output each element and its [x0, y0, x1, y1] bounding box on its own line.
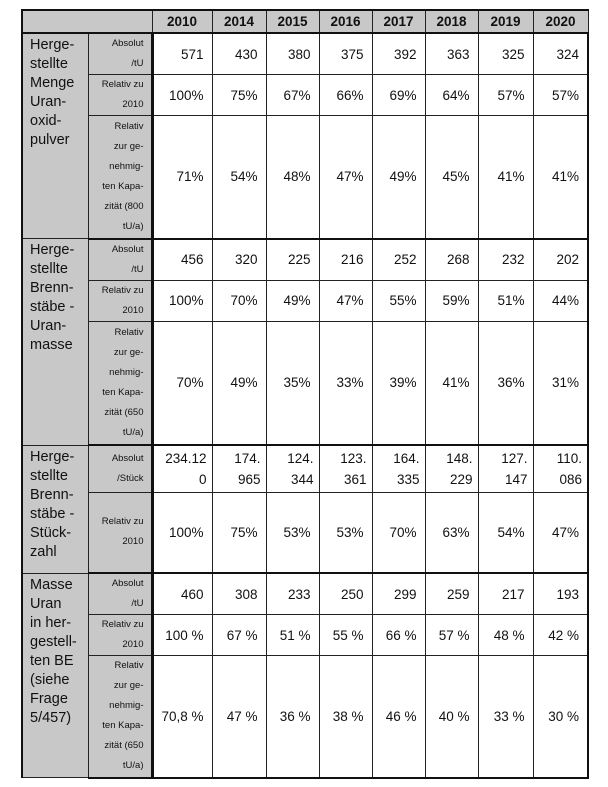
row-sublabel: Relativ zur ge- nehmig- ten Kapa- zität (650 tU/a) [88, 321, 152, 445]
value-cell: 70% [212, 280, 266, 321]
group-label: Masse Uran in her- gestell- ten BE (siehe Frage 5/457) [22, 573, 88, 778]
value-cell: 299 [372, 573, 425, 615]
row-sublabel: Relativ zur ge- nehmig- ten Kapa- zität (650 tU/a) [88, 656, 152, 778]
value-cell: 30 % [533, 656, 588, 778]
value-cell: 39% [372, 321, 425, 445]
group-label: Herge- stellte Brenn- stäbe - Stück- zahl [22, 445, 88, 573]
value-cell: 46 % [372, 656, 425, 778]
value-cell: 49% [212, 321, 266, 445]
value-cell: 460 [152, 573, 212, 615]
value-cell: 308 [212, 573, 266, 615]
row-sublabel: Relativ zu 2010 [88, 75, 152, 116]
value-cell: 48% [266, 116, 319, 239]
value-cell: 64% [425, 75, 478, 116]
table-row [22, 573, 588, 615]
table-row [22, 321, 588, 445]
value-cell: 164. 335 [372, 445, 425, 492]
value-cell: 67% [266, 75, 319, 116]
value-cell: 100 % [152, 615, 212, 656]
table-row [22, 445, 588, 492]
table-row [22, 75, 588, 116]
value-cell: 193 [533, 573, 588, 615]
value-cell: 47% [533, 492, 588, 573]
value-cell: 325 [478, 33, 533, 75]
row-sublabel: Relativ zur ge- nehmig- ten Kapa- zität (800 tU/a) [88, 116, 152, 239]
value-cell: 49% [266, 280, 319, 321]
value-cell: 363 [425, 33, 478, 75]
value-cell: 250 [319, 573, 372, 615]
value-cell: 47% [319, 116, 372, 239]
value-cell: 124. 344 [266, 445, 319, 492]
value-cell: 54% [478, 492, 533, 573]
table-row [22, 280, 588, 321]
header-row [22, 10, 588, 33]
value-cell: 49% [372, 116, 425, 239]
table-row [22, 239, 588, 281]
table-row [22, 33, 588, 75]
value-cell: 51 % [266, 615, 319, 656]
value-cell: 100% [152, 492, 212, 573]
value-cell: 35% [266, 321, 319, 445]
value-cell: 70% [152, 321, 212, 445]
row-sublabel: Absolut /tU [88, 239, 152, 281]
value-cell: 456 [152, 239, 212, 281]
uranium-production-table [21, 9, 589, 779]
value-cell: 31% [533, 321, 588, 445]
table-row [22, 492, 588, 573]
value-cell: 41% [533, 116, 588, 239]
value-cell: 100% [152, 75, 212, 116]
value-cell: 45% [425, 116, 478, 239]
value-cell: 571 [152, 33, 212, 75]
value-cell: 40 % [425, 656, 478, 778]
row-sublabel: Absolut /tU [88, 573, 152, 615]
value-cell: 430 [212, 33, 266, 75]
value-cell: 100% [152, 280, 212, 321]
value-cell: 375 [319, 33, 372, 75]
value-cell: 41% [425, 321, 478, 445]
value-cell: 320 [212, 239, 266, 281]
table-row [22, 116, 588, 239]
value-cell: 51% [478, 280, 533, 321]
value-cell: 75% [212, 75, 266, 116]
value-cell: 110. 086 [533, 445, 588, 492]
row-sublabel: Absolut /Stück [88, 445, 152, 492]
year-header: 2020 [533, 10, 588, 33]
value-cell: 252 [372, 239, 425, 281]
value-cell: 57% [478, 75, 533, 116]
value-cell: 70% [372, 492, 425, 573]
group-label: Herge- stellte Brenn- stäbe - Uran- masse [22, 239, 88, 446]
value-cell: 36% [478, 321, 533, 445]
value-cell: 75% [212, 492, 266, 573]
value-cell: 55% [372, 280, 425, 321]
value-cell: 234.12 0 [152, 445, 212, 492]
table-body [22, 33, 588, 778]
row-sublabel: Relativ zu 2010 [88, 492, 152, 573]
value-cell: 148. 229 [425, 445, 478, 492]
value-cell: 71% [152, 116, 212, 239]
value-cell: 59% [425, 280, 478, 321]
value-cell: 232 [478, 239, 533, 281]
value-cell: 41% [478, 116, 533, 239]
value-cell: 66% [319, 75, 372, 116]
corner-cell [22, 10, 152, 33]
value-cell: 66 % [372, 615, 425, 656]
value-cell: 225 [266, 239, 319, 281]
value-cell: 54% [212, 116, 266, 239]
value-cell: 268 [425, 239, 478, 281]
value-cell: 259 [425, 573, 478, 615]
year-header: 2019 [478, 10, 533, 33]
value-cell: 42 % [533, 615, 588, 656]
value-cell: 69% [372, 75, 425, 116]
value-cell: 63% [425, 492, 478, 573]
value-cell: 392 [372, 33, 425, 75]
value-cell: 70,8 % [152, 656, 212, 778]
year-header: 2016 [319, 10, 372, 33]
value-cell: 202 [533, 239, 588, 281]
year-header: 2014 [212, 10, 266, 33]
value-cell: 380 [266, 33, 319, 75]
value-cell: 57 % [425, 615, 478, 656]
row-sublabel: Relativ zu 2010 [88, 280, 152, 321]
value-cell: 36 % [266, 656, 319, 778]
table-row [22, 656, 588, 778]
value-cell: 233 [266, 573, 319, 615]
value-cell: 127. 147 [478, 445, 533, 492]
value-cell: 57% [533, 75, 588, 116]
value-cell: 33% [319, 321, 372, 445]
table-row [22, 615, 588, 656]
value-cell: 47 % [212, 656, 266, 778]
value-cell: 174. 965 [212, 445, 266, 492]
value-cell: 48 % [478, 615, 533, 656]
value-cell: 55 % [319, 615, 372, 656]
value-cell: 324 [533, 33, 588, 75]
value-cell: 47% [319, 280, 372, 321]
value-cell: 33 % [478, 656, 533, 778]
year-header: 2010 [152, 10, 212, 33]
year-header: 2018 [425, 10, 478, 33]
value-cell: 217 [478, 573, 533, 615]
value-cell: 216 [319, 239, 372, 281]
value-cell: 53% [319, 492, 372, 573]
value-cell: 38 % [319, 656, 372, 778]
value-cell: 53% [266, 492, 319, 573]
group-label: Herge- stellte Menge Uran- oxid- pulver [22, 33, 88, 239]
year-header: 2017 [372, 10, 425, 33]
value-cell: 123. 361 [319, 445, 372, 492]
value-cell: 44% [533, 280, 588, 321]
row-sublabel: Absolut /tU [88, 33, 152, 75]
value-cell: 67 % [212, 615, 266, 656]
year-header: 2015 [266, 10, 319, 33]
row-sublabel: Relativ zu 2010 [88, 615, 152, 656]
